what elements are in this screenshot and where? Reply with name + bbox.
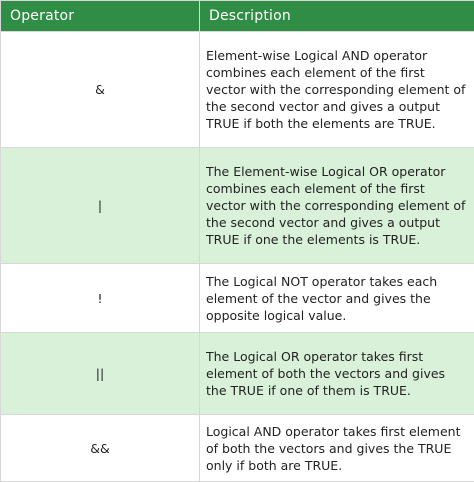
header-operator: Operator <box>1 1 200 32</box>
description-cell: The Logical NOT operator takes each element of the vector and gives the opposite logical value. <box>200 264 474 333</box>
table-row <box>1 333 474 415</box>
operator-cell: || <box>1 333 200 415</box>
table-row <box>1 32 474 148</box>
description-cell: The Logical OR operator takes first element of both the vectors and gives the TRUE if one of them is TRUE. <box>200 333 474 415</box>
table-row <box>1 264 474 333</box>
header-description: Description <box>200 1 474 32</box>
operator-cell: && <box>1 415 200 482</box>
table-row <box>1 415 474 482</box>
operator-cell: ! <box>1 264 200 333</box>
description-cell: Element-wise Logical AND operator combines each element of the first vector with the corresponding element of the second vector and gives a output TRUE if both the elements are TRUE. <box>200 32 474 148</box>
description-cell: Logical AND operator takes first element of both the vectors and gives the TRUE only if both are TRUE. <box>200 415 474 482</box>
operator-cell: & <box>1 32 200 148</box>
operator-cell: | <box>1 148 200 264</box>
description-cell: The Element-wise Logical OR operator combines each element of the first vector with the corresponding element of the second vector and gives a output TRUE if one the elements is TRUE. <box>200 148 474 264</box>
table-header-row <box>1 1 474 32</box>
table-row <box>1 148 474 264</box>
